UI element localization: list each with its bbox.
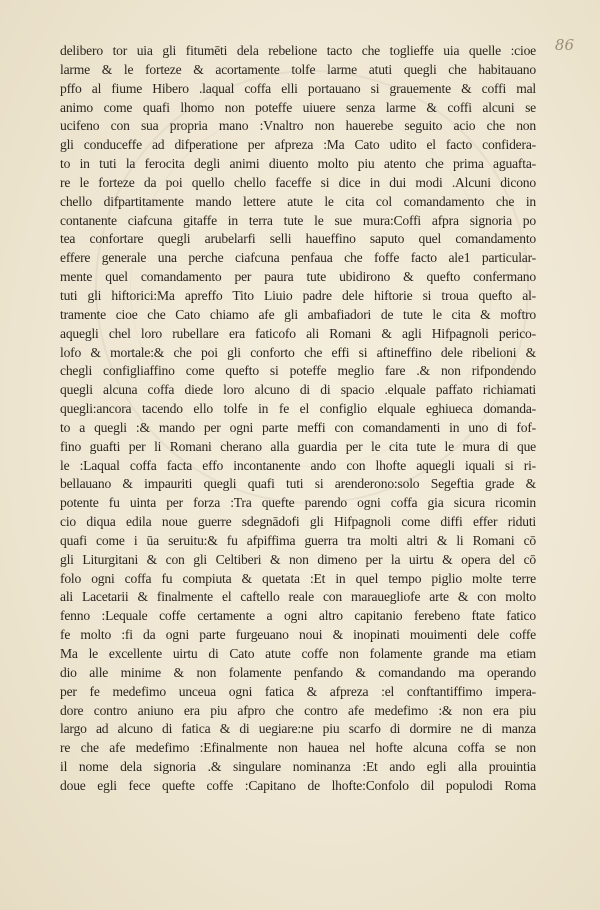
text-line: folo ogni coffa fu compiuta & quetata :Et in quel tempo piglio molte terre: [60, 570, 536, 586]
text-line: quegli alcuna coffa diede loro alcuno di di spacio .elquale paffato richiamati: [60, 382, 536, 398]
text-line: aquegli chel loro rubellare era faticofo ali Romani & agli Hifpagnoli perico-: [60, 325, 536, 341]
text-line: re le forteze da poi quello chello faceffe si dice in dui modi .Alcuni dicono: [60, 174, 536, 190]
text-line: per fe medefimo unceua ogni fatica & afpreza :el conftantiffimo impera-: [60, 683, 536, 699]
text-line: doue egli fece quefte coffe :Capitano de lhofte:Confolo dil populodi Roma: [60, 777, 536, 793]
text-line: gli conduceffe ad difperatione per afpreza :Ma Cato udito el facto confidera-: [60, 137, 536, 153]
text-line: delibero tor uia gli fitumēti dela rebelione tacto che toglieffe uia quelle :cioe: [60, 43, 536, 58]
text-line: fenno :Lequale coffe certamente a ogni altro capitanio ferebeno ftate fatico: [60, 608, 536, 624]
text-line: bellauano & impauriti quegli quafi tuti si arenderono:solo Segeftia grade &: [60, 476, 536, 492]
text-line: il nome dela signoria .& singulare nominanza :Et ando egli alla prouintia: [60, 759, 536, 775]
text-block: [60, 42, 536, 796]
text-line: effere generale una perche ciafcuna penfaua che foffe facto ale1 particular-: [60, 250, 536, 266]
text-line: ucifeno con sua propria mano :Vnaltro non hauerebe seguito acio che non: [60, 118, 536, 134]
text-line: tuti gli hiftorici:Ma apreffo Tito Liuio padre dele hiftorie si troua quefto al-: [60, 287, 536, 303]
text-line: chello difpartitamente mando lettere atute le cita col comandamento che in: [60, 193, 536, 209]
text-line: to a quegli :& mando per ogni parte meffi con comandamenti in uno di fof-: [60, 419, 536, 435]
text-line: fino guafti per li Romani cherano alla guardia per le cita tute le mura di que: [60, 438, 536, 454]
text-line: tea confortare quegli arubelarfi selli haueffino saputo quel comandamento: [60, 231, 536, 247]
text-line: dore contro aniuno era piu afpro che contro afe medefimo :& non era piu: [60, 702, 536, 718]
text-line: tramente cioe che Cato chiamo afe gli ambafiadori de tute le cita & moftro: [60, 306, 536, 322]
text-line: contanente ciafcuna gitaffe in terra tute le sue mura:Coffi afpra signoria po: [60, 212, 536, 228]
text-line: fe molto :fi da ogni parte furgeuano noui & inopinati mouimenti dele coffe: [60, 627, 536, 643]
text-line: quegli:ancora tacendo ello tolfe in fe el configlio elquale eghiueca domanda-: [60, 401, 536, 417]
text-line: larme & le forteze & acortamente tolfe larme atuti quegli che habitauano: [60, 61, 536, 77]
text-line: quafi come i ūa seruitu:& fu afpiffima guerra tra molti altri & li Romani cō: [60, 532, 536, 548]
text-line: gli Liturgitani & con gli Celtiberi & non dimeno per la uirtu & opera del cō: [60, 551, 536, 567]
folio-number: 86: [554, 36, 574, 54]
text-line: lofo & mortale:& che poi gli conforto che effi si aftineffino dele ribelioni &: [60, 344, 536, 360]
text-line: re che afe medefimo :Efinalmente non hauea nel hofte alcuna coffa se non: [60, 740, 536, 756]
text-line: to in tuti la ferocita degli animi diuento molto piu atento che prima aguafta-: [60, 156, 536, 172]
text-line: cio diqua edila noue guerre sdegnādofi gli Hifpagnoli come diffi effer riduti: [60, 514, 536, 530]
text-line: animo come quafi lhomo non poteffe uiuere senza larme & coffi alcuni se: [60, 99, 536, 115]
text-line: largo ad alcuno di fatica & di uegiare:ne piu scarfo di dormire ne di manza: [60, 721, 536, 737]
text-line: chegli configliaffino come quefto si poteffe meglio fare .& non rifpondendo: [60, 363, 536, 379]
text-line: le :Laqual coffa facta effo incontanente ando con lhofte aquegli iquali si ri-: [60, 457, 536, 473]
text-line: pffo al fiume Hibero .laqual coffa elli portauano si grauemente & coffi mal: [60, 80, 536, 96]
text-line: Ma le excellente uirtu di Cato atute coffe non folamente grande ma etiam: [60, 646, 536, 661]
text-line: dio alle minime & non folamente penfando & comandando ma operando: [60, 664, 536, 680]
text-line: mente quel comandamento per paura tute ubidirono & quefto confermano: [60, 269, 536, 285]
text-line: potente fu uinta per forza :Tra quefte parendo ogni coffa gia sicura ricomin: [60, 495, 536, 511]
text-line: ali Lacetarii & finalmente el caftello reale con marauegliofe arte & con molto: [60, 589, 536, 605]
